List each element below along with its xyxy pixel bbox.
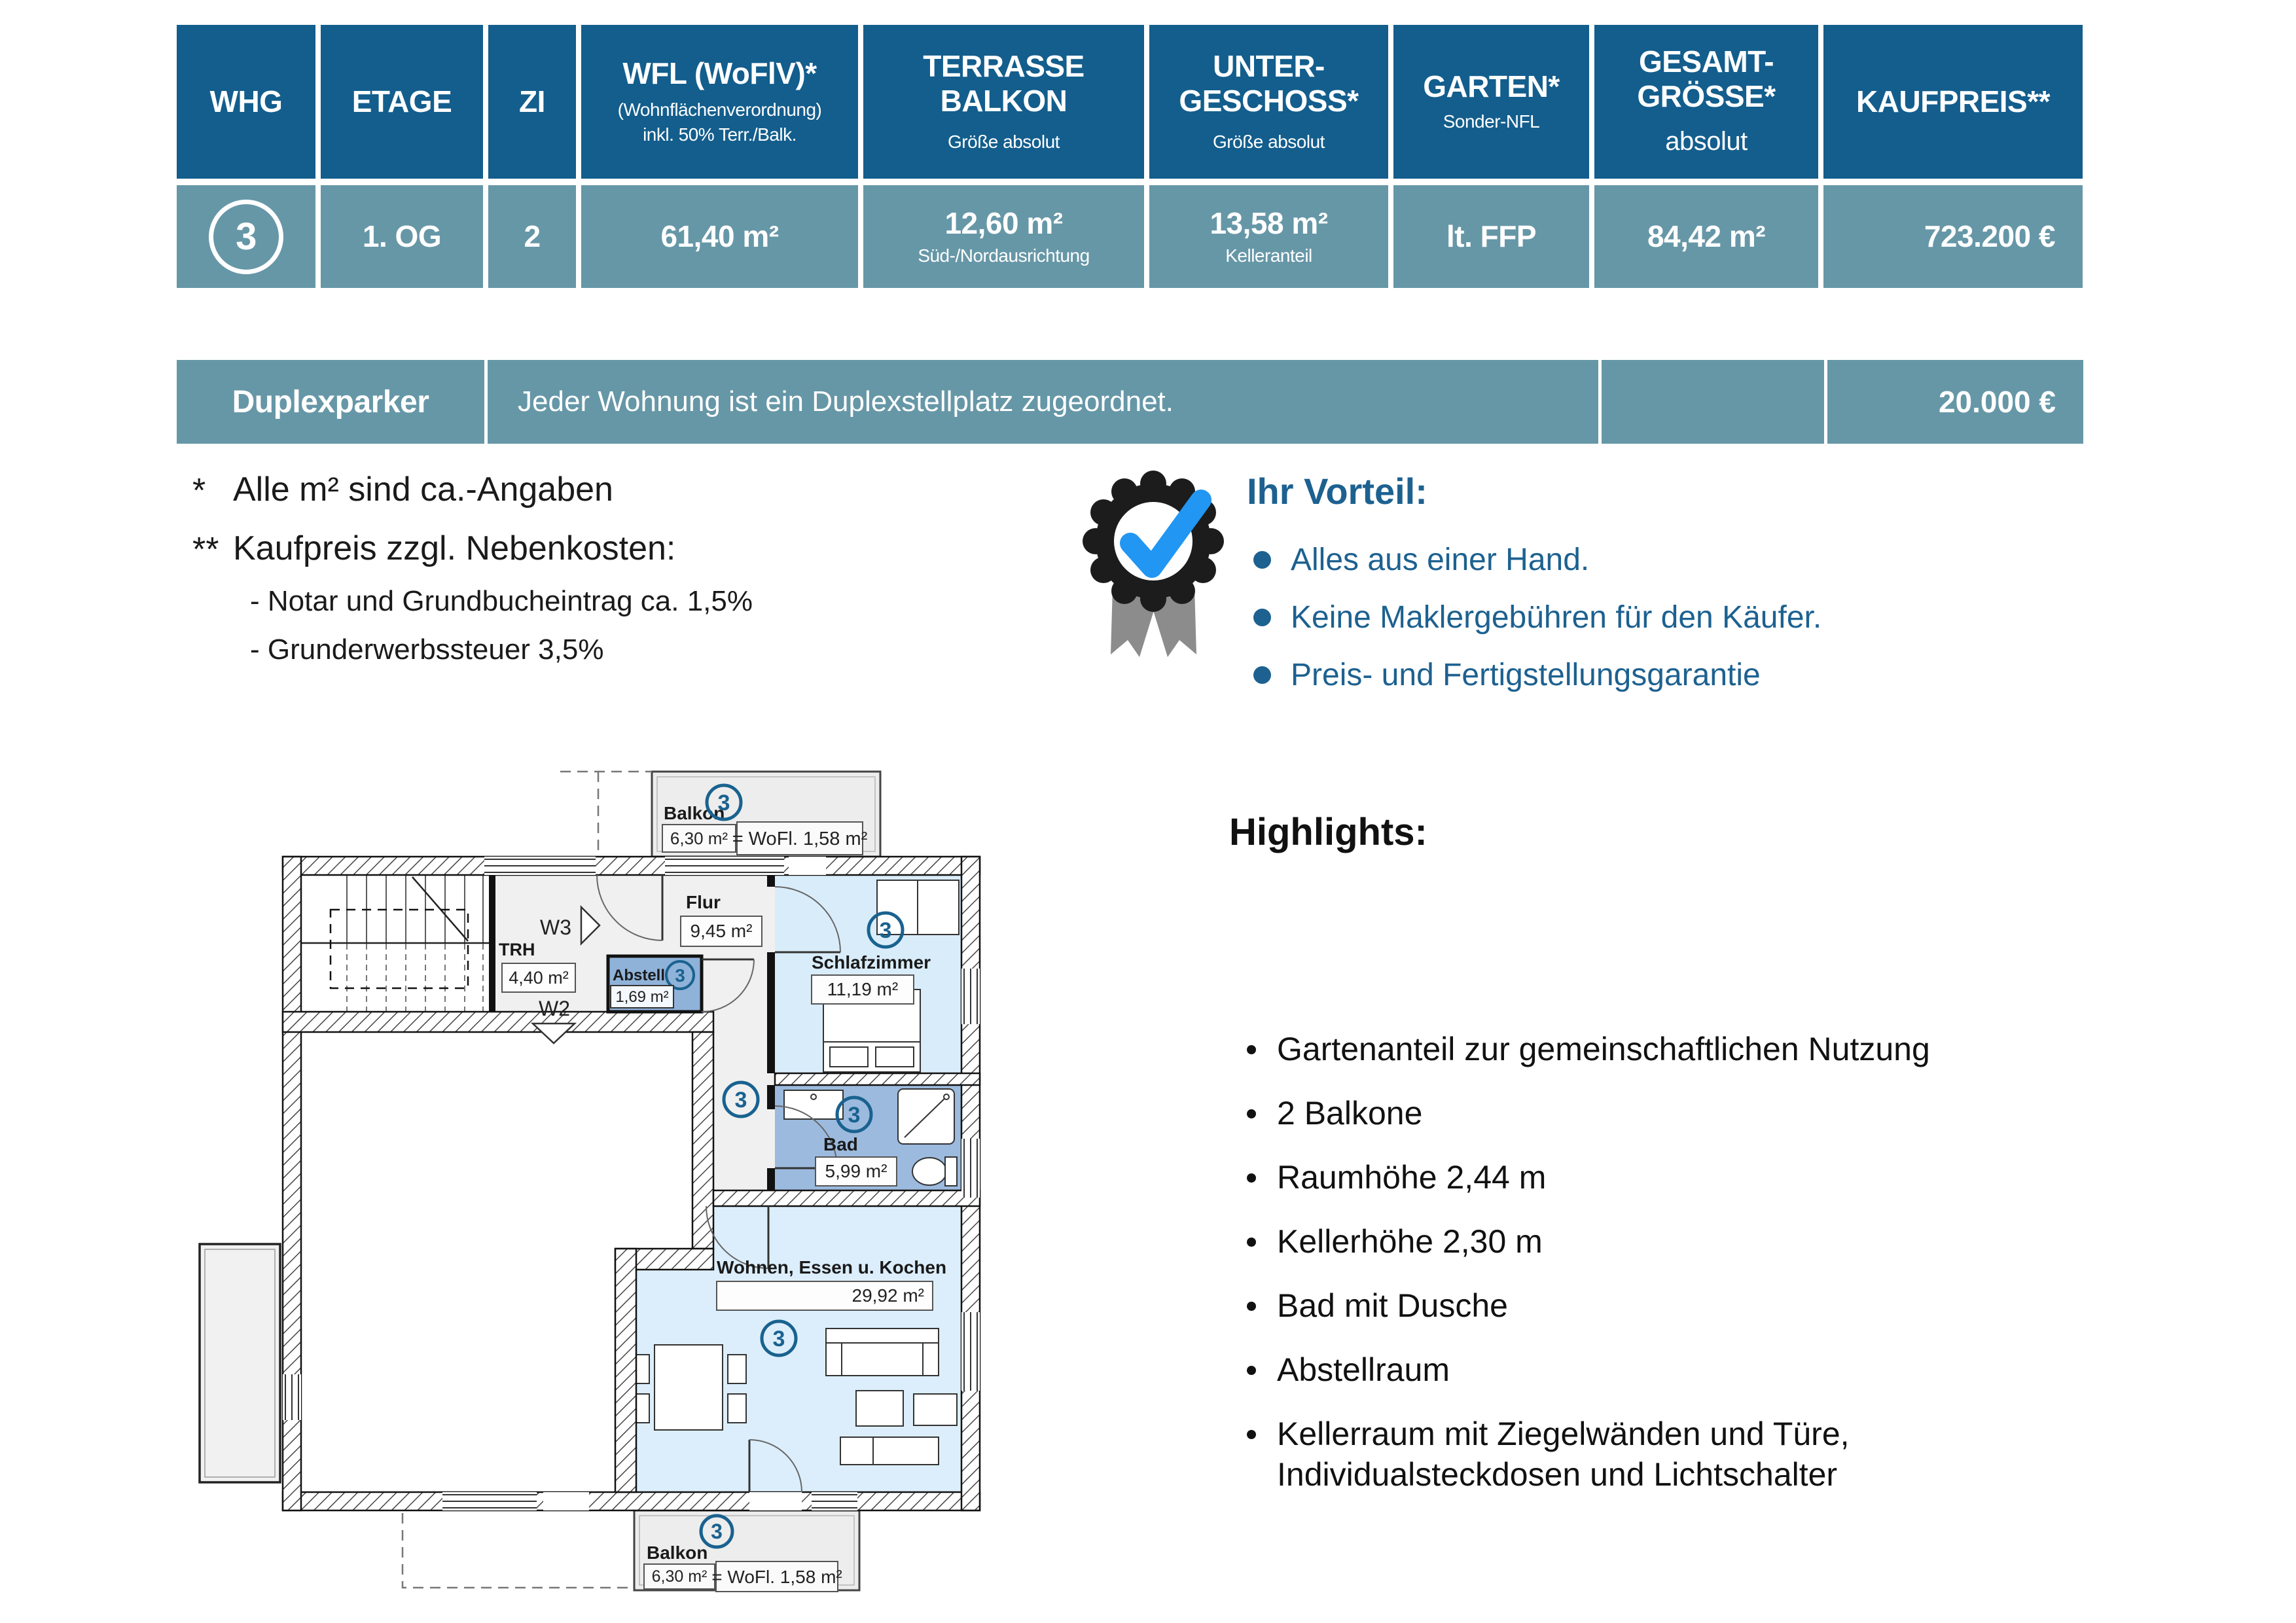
- highlights-title: Highlights:: [1229, 811, 1427, 853]
- cell-untergeschoss: 13,58 m² Kelleranteil: [1149, 185, 1388, 288]
- svg-text:3: 3: [848, 1103, 861, 1128]
- bullet-icon: [1247, 1109, 1256, 1118]
- duplexparker-empty-cell: [1602, 360, 1824, 444]
- vorteil-item: Keine Maklergebühren für den Käufer.: [1253, 599, 1821, 635]
- side-table: [914, 1394, 957, 1425]
- footnotes: [192, 471, 753, 666]
- duplexparker-row: [177, 360, 2083, 444]
- label-w2: W2: [539, 997, 570, 1020]
- label-schlafzimmer: Schlafzimmer: [812, 952, 931, 972]
- footnote-2: ** Kaufpreis zzgl. Nebenkosten:: [192, 529, 676, 569]
- footnote-1: * Alle m² sind ca.-Angaben: [192, 471, 613, 510]
- label-balkon-top: Balkon: [664, 803, 725, 823]
- duplexparker-description: Jeder Wohnung ist ein Duplexstellplatz zugeordnet.: [488, 360, 1598, 444]
- label-bad: Bad: [823, 1134, 858, 1154]
- cell-etage: 1. OG: [321, 185, 483, 288]
- col-header-kaufpreis: KAUFPREIS**: [1823, 25, 2083, 179]
- col-header-terrasse-balkon: TERRASSE BALKON Größe absolut: [863, 25, 1144, 179]
- svg-text:3: 3: [772, 1327, 785, 1351]
- footnote-3: - Notar und Grundbucheintrag ca. 1,5%: [250, 585, 753, 617]
- svg-text:6,30 m²: 6,30 m²: [651, 1567, 708, 1586]
- col-header-zi: ZI: [488, 25, 576, 179]
- vorteil-title: Ihr Vorteil:: [1247, 471, 1427, 512]
- floor-plan: [196, 746, 1113, 1623]
- highlights-list: [1247, 1029, 1930, 1518]
- bullet-icon: [1253, 609, 1271, 626]
- highlight-item: Raumhöhe 2,44 m: [1247, 1157, 1930, 1198]
- col-header-etage: ETAGE: [321, 25, 483, 179]
- cell-gesamtgroesse: 84,42 m²: [1594, 185, 1818, 288]
- cell-wfl: 61,40 m²: [581, 185, 858, 288]
- svg-text:4,40 m²: 4,40 m²: [509, 968, 569, 988]
- svg-text:3: 3: [717, 791, 730, 815]
- award-badge-icon: [1077, 466, 1230, 666]
- label-w3: W3: [540, 916, 571, 939]
- vorteil-item: Preis- und Fertigstellungsgarantie: [1253, 657, 1821, 693]
- svg-text:5,99 m²: 5,99 m²: [825, 1161, 888, 1181]
- duplexparker-price: 20.000 €: [1827, 360, 2083, 444]
- highlight-item: 2 Balkone: [1247, 1093, 1930, 1133]
- label-balkon-bottom: Balkon: [647, 1543, 708, 1563]
- cell-kaufpreis: 723.200 €: [1823, 185, 2083, 288]
- toilet: [912, 1158, 946, 1185]
- col-header-gesamtgroesse: GESAMT- GRÖSSE* absolut: [1594, 25, 1818, 179]
- side-annex: [200, 1244, 280, 1482]
- bullet-icon: [1247, 1366, 1256, 1375]
- bullet-icon: [1253, 551, 1271, 569]
- svg-text:9,45 m²: 9,45 m²: [690, 921, 753, 941]
- highlight-item: Kellerraum mit Ziegelwänden und Türe, Individualsteckdosen und Lichtschalter: [1247, 1414, 1930, 1495]
- bullet-icon: [1247, 1302, 1256, 1311]
- bullet-icon: [1253, 666, 1271, 684]
- unit-number-badge: 3: [209, 200, 283, 274]
- kitchen-counter: [840, 1437, 939, 1465]
- svg-text:= WoFl. 1,58 m²: = WoFl. 1,58 m²: [711, 1567, 842, 1587]
- label-wohnen: Wohnen, Essen u. Kochen: [717, 1257, 947, 1277]
- svg-text:3: 3: [879, 918, 892, 943]
- cell-terrasse: 12,60 m² Süd-/Nordausrichtung: [863, 185, 1144, 288]
- highlight-item: Abstellraum: [1247, 1349, 1930, 1390]
- svg-text:11,19 m²: 11,19 m²: [827, 979, 899, 999]
- cell-garten: lt. FFP: [1393, 185, 1589, 288]
- bullet-icon: [1247, 1238, 1256, 1247]
- col-header-untergeschoss: UNTER- GESCHOSS* Größe absolut: [1149, 25, 1388, 179]
- vorteil-item: Alles aus einer Hand.: [1253, 542, 1821, 578]
- label-trh: TRH: [499, 940, 535, 959]
- col-header-garten: GARTEN* Sonder-NFL: [1393, 25, 1589, 179]
- armchair: [856, 1391, 903, 1426]
- label-abstell: Abstell: [613, 967, 666, 984]
- label-flur: Flur: [686, 892, 721, 912]
- duplexparker-label: Duplexparker: [177, 360, 484, 444]
- apartment-data-row: [177, 185, 2083, 288]
- svg-text:3: 3: [734, 1088, 747, 1113]
- bullet-icon: [1247, 1430, 1256, 1439]
- svg-text:3: 3: [675, 965, 685, 986]
- bullet-icon: [1247, 1045, 1256, 1054]
- highlight-item: Kellerhöhe 2,30 m: [1247, 1221, 1930, 1262]
- svg-text:29,92 m²: 29,92 m²: [852, 1285, 924, 1306]
- cell-zi: 2: [488, 185, 576, 288]
- dining-table: [655, 1345, 723, 1430]
- col-header-whg: WHG: [177, 25, 315, 179]
- svg-text:3: 3: [711, 1520, 723, 1543]
- cell-whg: [177, 185, 315, 288]
- sofa: [826, 1329, 939, 1376]
- highlight-item: Bad mit Dusche: [1247, 1285, 1930, 1326]
- svg-text:1,69 m²: 1,69 m²: [615, 988, 669, 1006]
- footnote-4: - Grunderwerbssteuer 3,5%: [250, 633, 604, 666]
- dashed-neighbor-balcony-outline: [560, 772, 652, 857]
- bullet-icon: [1247, 1173, 1256, 1183]
- highlight-item: Gartenanteil zur gemeinschaftlichen Nutzung: [1247, 1029, 1930, 1069]
- apartment-table: [177, 25, 2083, 288]
- svg-text:6,30 m²: 6,30 m²: [670, 829, 728, 848]
- vorteil-list: [1253, 542, 1821, 715]
- dashed-terrace-outline: [403, 1513, 634, 1588]
- col-header-wfl: WFL (WoFlV)* (Wohnflächenverordnung) inkl. 50% Terr./Balk.: [581, 25, 858, 179]
- table-header-row: [177, 25, 2083, 179]
- svg-text:= WoFl. 1,58 m²: = WoFl. 1,58 m²: [732, 829, 868, 849]
